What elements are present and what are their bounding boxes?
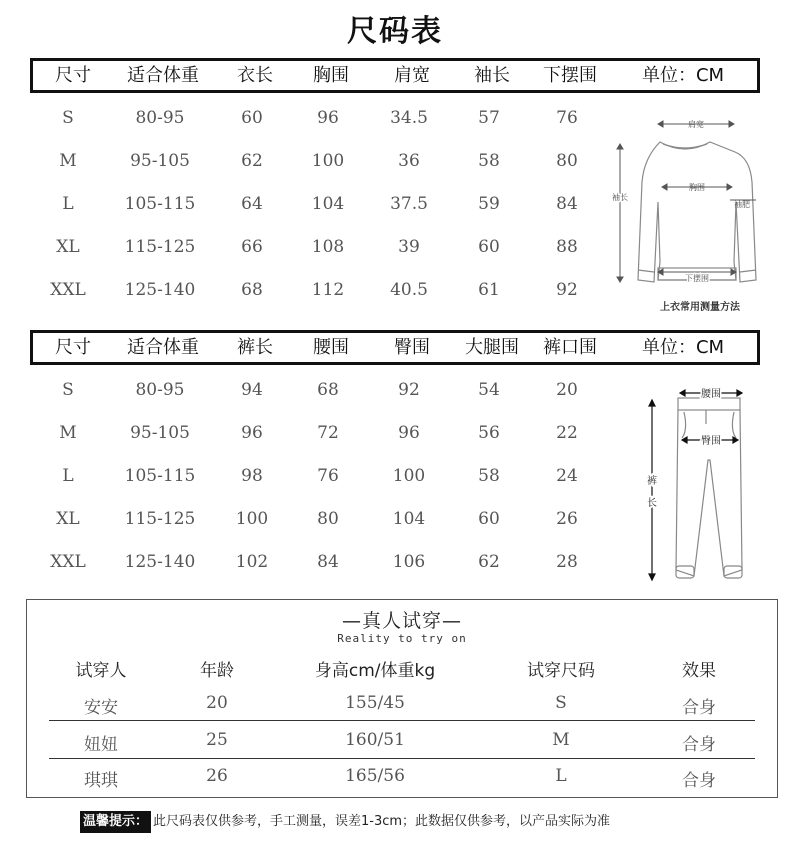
cell-name: 安安 (84, 698, 118, 718)
header-pant-length: 裤长 (237, 337, 273, 358)
cell-weight: 95-105 (130, 151, 190, 171)
cell-value: 60 (478, 237, 500, 257)
cell-effect: 合身 (682, 735, 716, 755)
cell-value: 62 (241, 151, 263, 171)
header-size: 尺寸 (55, 337, 91, 358)
cell-value: 100 (392, 466, 426, 486)
header-waist: 腰围 (313, 337, 349, 358)
cell-size: S (62, 108, 74, 128)
label-hip: 臀围 (701, 436, 721, 447)
cell-age: 26 (206, 766, 228, 786)
header-shoulder: 肩宽 (394, 65, 430, 86)
cell-value: 100 (235, 509, 269, 529)
cell-value: 92 (398, 380, 420, 400)
footer-note (80, 811, 610, 833)
cell-height-weight: 155/45 (345, 693, 405, 713)
table-row (0, 375, 610, 405)
cell-value: 39 (398, 237, 420, 257)
bottom-table-header (30, 330, 760, 365)
cell-value: 112 (311, 280, 345, 300)
header-length: 衣长 (237, 65, 273, 86)
cell-weight: 115-125 (124, 509, 196, 529)
label-pant-length: 裤 (647, 476, 657, 487)
cell-value: 58 (478, 466, 500, 486)
cell-value: 37.5 (390, 194, 428, 214)
cell-weight: 125-140 (124, 552, 196, 572)
cell-value: 92 (556, 280, 578, 300)
cell-value: 94 (241, 380, 263, 400)
cell-value: 102 (235, 552, 269, 572)
cell-size: L (62, 194, 74, 214)
label-chest: 胸围 (689, 183, 705, 192)
note-text: 此尺码表仅供参考，手工测量，误差1-3cm；此数据仅供参考，以产品实际为准 (153, 814, 611, 829)
cell-size: XXL (50, 552, 86, 572)
table-row (0, 189, 610, 219)
tryon-title: —真人试穿— (341, 610, 462, 632)
table-row (0, 275, 610, 305)
cell-value: 26 (556, 509, 578, 529)
cell-value: 68 (241, 280, 263, 300)
cell-size: L (555, 766, 567, 786)
cell-size: XXL (50, 280, 86, 300)
header-thigh: 大腿围 (465, 337, 519, 358)
cell-value: 58 (478, 151, 500, 171)
cell-name: 妞妞 (84, 735, 118, 755)
cell-value: 61 (478, 280, 500, 300)
cell-weight: 105-115 (124, 466, 196, 486)
header-effect: 效果 (682, 661, 716, 681)
cell-size: S (555, 693, 567, 713)
diagram-caption: 上衣常用测量方法 (660, 302, 740, 313)
cell-value: 100 (311, 151, 345, 171)
header-hem: 下摆围 (543, 65, 597, 86)
header-hip: 臀围 (394, 337, 430, 358)
cell-value: 76 (317, 466, 339, 486)
header-chest: 胸围 (313, 65, 349, 86)
table-row (0, 461, 610, 491)
table-row (0, 232, 610, 262)
pants-measurement-diagram (636, 380, 746, 590)
cell-value: 62 (478, 552, 500, 572)
table-row (0, 146, 610, 176)
cell-value: 98 (241, 466, 263, 486)
header-height-weight: 身高cm/体重kg (314, 661, 436, 681)
cell-size: L (62, 466, 74, 486)
top-measurement-diagram (600, 112, 770, 322)
cell-value: 22 (556, 423, 578, 443)
header-tester: 试穿人 (75, 661, 127, 681)
cell-value: 80 (556, 151, 578, 171)
cell-weight: 95-105 (130, 423, 190, 443)
cell-value: 28 (556, 552, 578, 572)
cell-value: 20 (556, 380, 578, 400)
cell-value: 54 (478, 380, 500, 400)
cell-value: 104 (392, 509, 426, 529)
cell-height-weight: 160/51 (345, 730, 405, 750)
cell-value: 40.5 (390, 280, 428, 300)
cell-value: 96 (398, 423, 420, 443)
header-unit: 单位：CM (641, 337, 725, 358)
cell-value: 88 (556, 237, 578, 257)
cell-size: M (59, 151, 77, 171)
tryon-section (26, 599, 778, 798)
cell-value: 84 (317, 552, 339, 572)
label-waist: 腰围 (701, 389, 721, 400)
cell-weight: 80-95 (135, 380, 185, 400)
label-sleeve: 袖长 (612, 193, 628, 202)
table-row (0, 103, 610, 133)
cell-size: XL (56, 509, 80, 529)
header-sleeve: 袖长 (474, 65, 510, 86)
top-table-header (30, 58, 760, 93)
row-divider (49, 758, 755, 759)
cell-value: 34.5 (390, 108, 428, 128)
cell-size: S (62, 380, 74, 400)
cell-effect: 合身 (682, 698, 716, 718)
cell-height-weight: 165/56 (345, 766, 405, 786)
table-row (0, 418, 610, 448)
cell-weight: 125-140 (124, 280, 196, 300)
cell-value: 108 (311, 237, 345, 257)
cell-value: 36 (398, 151, 420, 171)
page-title: 尺码表 (347, 14, 443, 49)
cell-value: 59 (478, 194, 500, 214)
cell-weight: 115-125 (124, 237, 196, 257)
cell-name: 琪琪 (84, 771, 118, 791)
cell-value: 104 (311, 194, 345, 214)
cell-value: 66 (241, 237, 263, 257)
cell-value: 76 (556, 108, 578, 128)
cell-value: 80 (317, 509, 339, 529)
row-divider (49, 720, 755, 721)
header-tried-size: 试穿尺码 (527, 661, 595, 681)
cell-value: 96 (317, 108, 339, 128)
note-tag: 温馨提示： (80, 811, 151, 833)
cell-weight: 80-95 (135, 108, 185, 128)
cell-size: XL (56, 237, 80, 257)
cell-size: M (552, 730, 570, 750)
header-age: 年龄 (200, 661, 234, 681)
cell-value: 24 (556, 466, 578, 486)
table-row (0, 504, 610, 534)
header-weight: 适合体重 (127, 337, 199, 358)
header-size: 尺寸 (55, 65, 91, 86)
cell-size: M (59, 423, 77, 443)
cell-value: 72 (317, 423, 339, 443)
header-unit: 单位：CM (641, 65, 725, 86)
cell-value: 57 (478, 108, 500, 128)
cell-value: 60 (241, 108, 263, 128)
tryon-subtitle: Reality to try on (337, 632, 467, 645)
header-weight: 适合体重 (127, 65, 199, 86)
cell-value: 84 (556, 194, 578, 214)
cell-value: 68 (317, 380, 339, 400)
cell-value: 60 (478, 509, 500, 529)
cell-age: 20 (206, 693, 228, 713)
cell-value: 56 (478, 423, 500, 443)
cell-value: 64 (241, 194, 263, 214)
header-leg-opening: 裤口围 (543, 337, 597, 358)
pants-illustration (636, 380, 746, 590)
cell-age: 25 (206, 730, 228, 750)
label-pant-length: 长 (647, 498, 657, 509)
label-cuff: 袖肥 (734, 200, 750, 209)
cell-value: 96 (241, 423, 263, 443)
table-row (0, 547, 610, 577)
cell-value: 106 (392, 552, 426, 572)
label-hem: 下摆围 (685, 274, 709, 283)
cell-weight: 105-115 (124, 194, 196, 214)
label-shoulder: 肩宽 (688, 120, 704, 129)
sweatshirt-illustration (600, 112, 770, 322)
cell-effect: 合身 (682, 771, 716, 791)
